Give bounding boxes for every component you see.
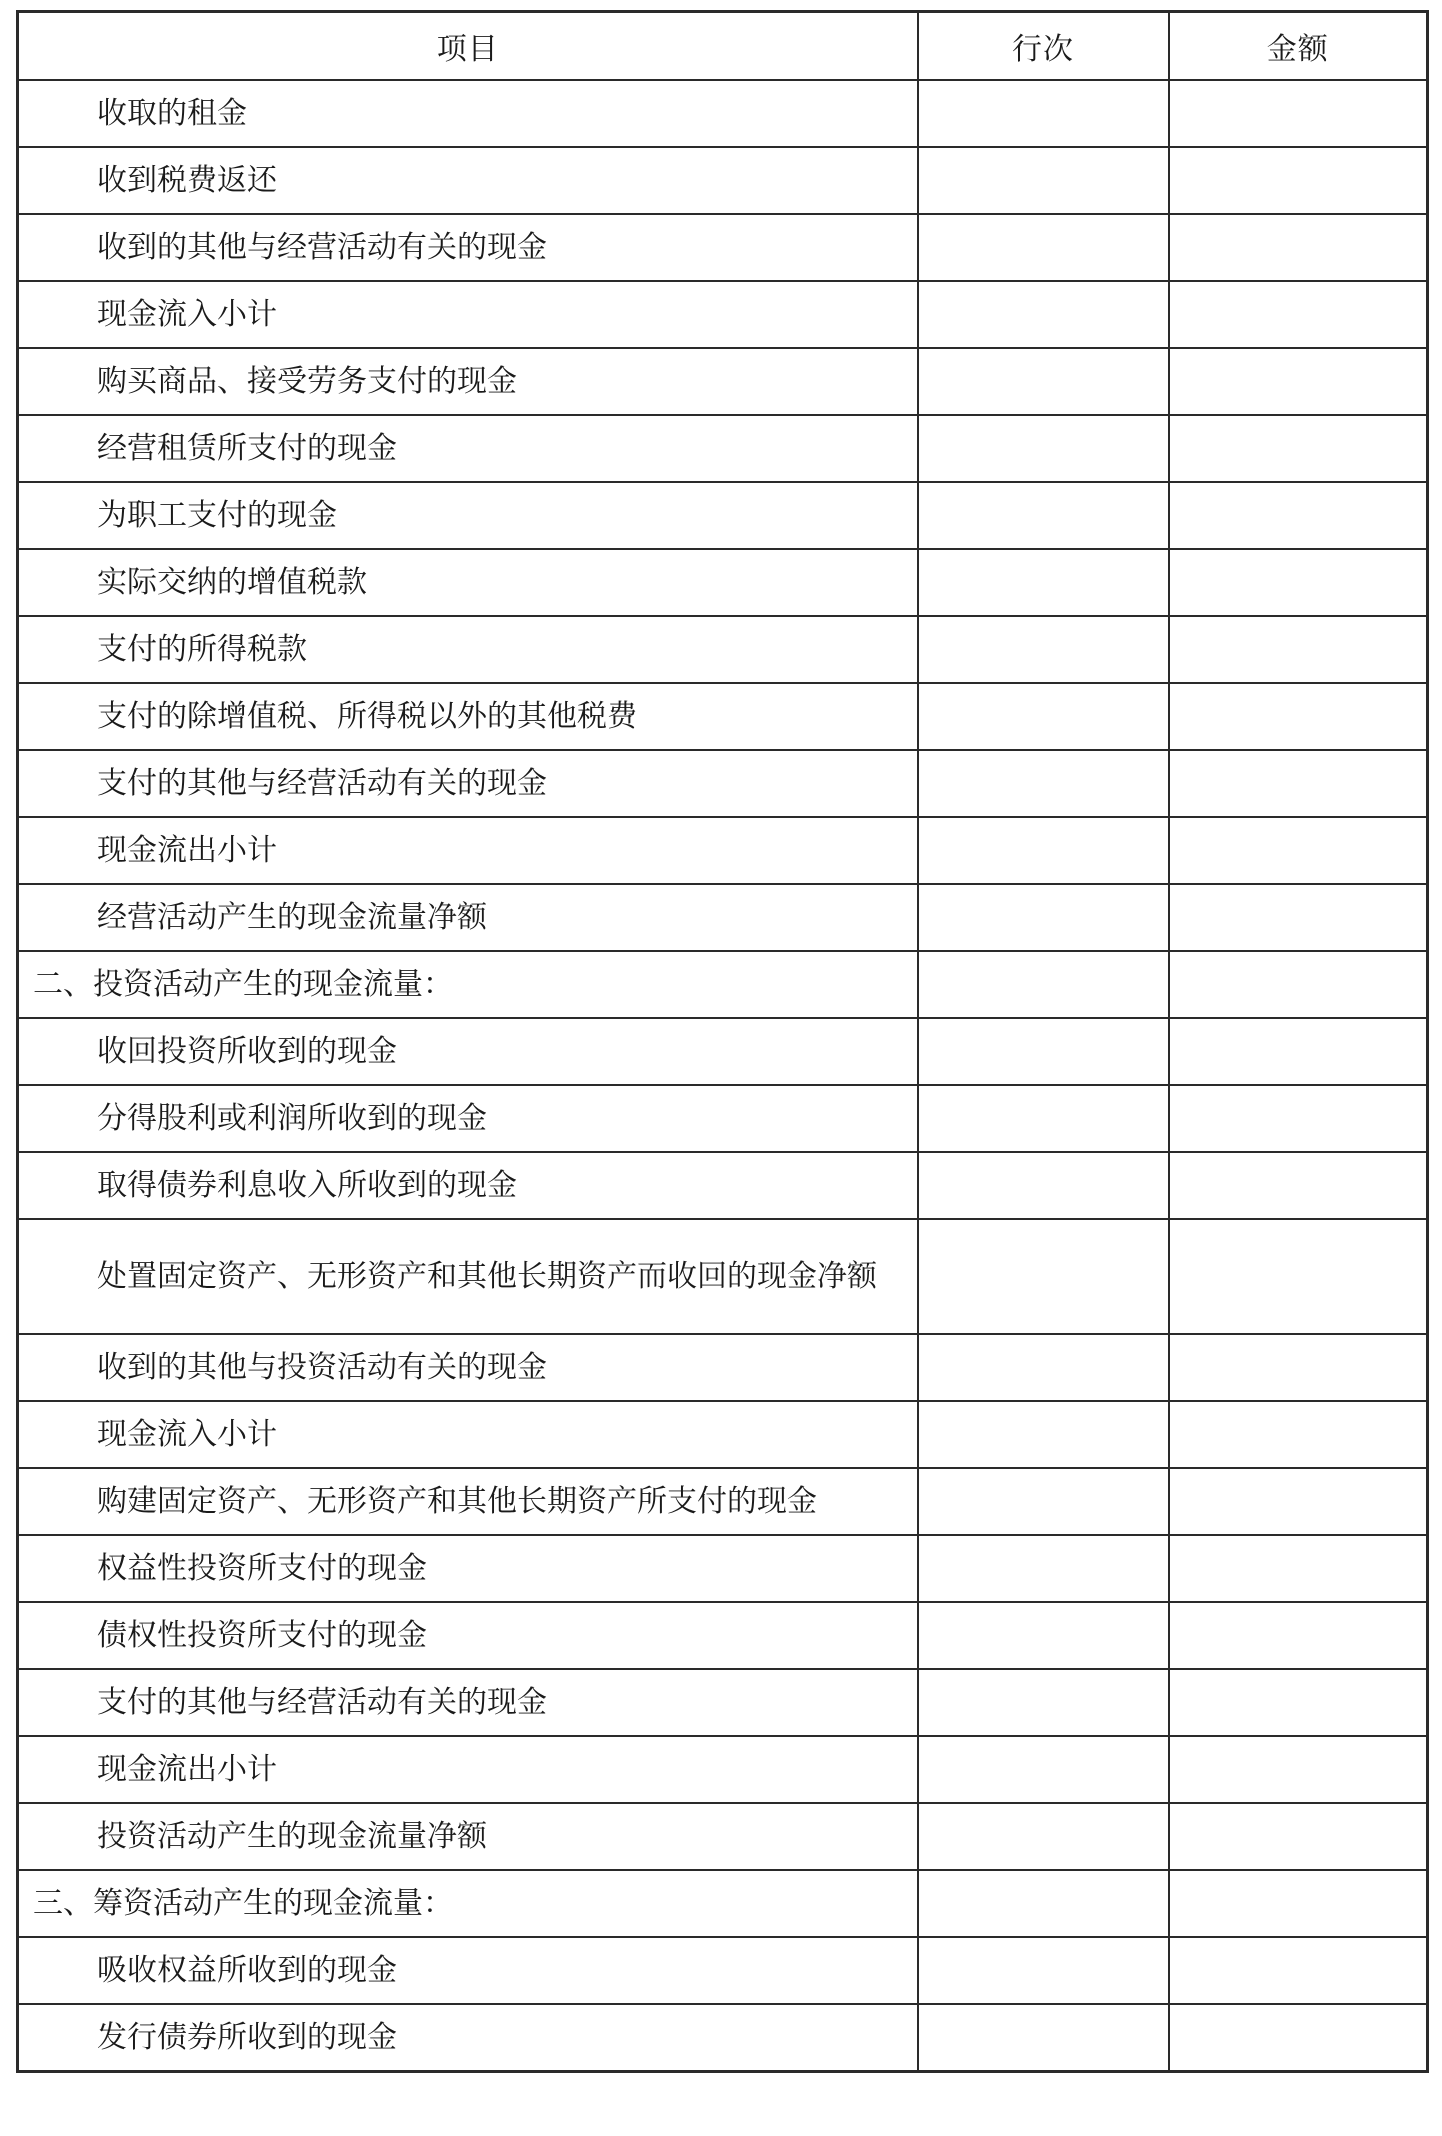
amount-cell[interactable] <box>1169 549 1428 616</box>
amount-cell[interactable] <box>1169 1736 1428 1803</box>
line-no-cell[interactable] <box>918 951 1169 1018</box>
row-label-cell: 吸收权益所收到的现金 <box>18 1937 918 2004</box>
amount-cell[interactable] <box>1169 147 1428 214</box>
line-no-cell[interactable] <box>918 1468 1169 1535</box>
line-no-cell[interactable] <box>918 549 1169 616</box>
row-label-cell: 为职工支付的现金 <box>18 482 918 549</box>
line-no-cell[interactable] <box>918 1152 1169 1219</box>
amount-cell[interactable] <box>1169 415 1428 482</box>
table-row <box>18 884 1428 951</box>
amount-cell[interactable] <box>1169 1018 1428 1085</box>
row-label-cell: 取得债券利息收入所收到的现金 <box>18 1152 918 1219</box>
amount-cell[interactable] <box>1169 951 1428 1018</box>
line-no-cell[interactable] <box>918 80 1169 147</box>
row-label-cell: 支付的所得税款 <box>18 616 918 683</box>
row-label-cell: 经营活动产生的现金流量净额 <box>18 884 918 951</box>
row-label-cell: 支付的其他与经营活动有关的现金 <box>18 750 918 817</box>
line-no-cell[interactable] <box>918 147 1169 214</box>
amount-cell[interactable] <box>1169 750 1428 817</box>
row-label-cell: 收到的其他与投资活动有关的现金 <box>18 1334 918 1401</box>
row-label-cell: 购买商品、接受劳务支付的现金 <box>18 348 918 415</box>
row-label-cell: 处置固定资产、无形资产和其他长期资产而收回的现金净额 <box>18 1219 918 1334</box>
amount-cell[interactable] <box>1169 1219 1428 1334</box>
table-row <box>18 1535 1428 1602</box>
line-no-cell[interactable] <box>918 1401 1169 1468</box>
line-no-cell[interactable] <box>918 817 1169 884</box>
table-row <box>18 1219 1428 1334</box>
table-row <box>18 549 1428 616</box>
table-row <box>18 2004 1428 2072</box>
row-label-cell: 收取的租金 <box>18 80 918 147</box>
row-label-cell: 经营租赁所支付的现金 <box>18 415 918 482</box>
amount-cell[interactable] <box>1169 80 1428 147</box>
line-no-cell[interactable] <box>918 1602 1169 1669</box>
table-row <box>18 415 1428 482</box>
amount-cell[interactable] <box>1169 616 1428 683</box>
row-label-cell: 收回投资所收到的现金 <box>18 1018 918 1085</box>
table-row <box>18 1937 1428 2004</box>
amount-cell[interactable] <box>1169 1870 1428 1937</box>
line-no-cell[interactable] <box>918 683 1169 750</box>
line-no-cell[interactable] <box>918 348 1169 415</box>
row-label-cell: 购建固定资产、无形资产和其他长期资产所支付的现金 <box>18 1468 918 1535</box>
row-label-cell: 收到税费返还 <box>18 147 918 214</box>
table-row <box>18 1669 1428 1736</box>
table-row <box>18 1334 1428 1401</box>
row-label-cell: 实际交纳的增值税款 <box>18 549 918 616</box>
line-no-cell[interactable] <box>918 616 1169 683</box>
amount-cell[interactable] <box>1169 1401 1428 1468</box>
table-row <box>18 1401 1428 1468</box>
cash-flow-statement-table <box>16 10 1429 2073</box>
amount-cell[interactable] <box>1169 281 1428 348</box>
row-label-cell: 现金流出小计 <box>18 817 918 884</box>
table-row <box>18 1468 1428 1535</box>
line-no-cell[interactable] <box>918 1085 1169 1152</box>
table-row <box>18 1736 1428 1803</box>
table-row <box>18 1602 1428 1669</box>
amount-cell[interactable] <box>1169 1152 1428 1219</box>
table-row <box>18 750 1428 817</box>
table-row <box>18 1152 1428 1219</box>
line-no-cell[interactable] <box>918 214 1169 281</box>
line-no-cell[interactable] <box>918 1803 1169 1870</box>
amount-cell[interactable] <box>1169 1937 1428 2004</box>
amount-cell[interactable] <box>1169 1602 1428 1669</box>
header-amount: 金额 <box>1169 12 1428 81</box>
row-label-cell: 现金流入小计 <box>18 1401 918 1468</box>
line-no-cell[interactable] <box>918 884 1169 951</box>
line-no-cell[interactable] <box>918 1535 1169 1602</box>
table-row <box>18 817 1428 884</box>
header-item: 项目 <box>18 12 918 81</box>
table-row <box>18 1803 1428 1870</box>
line-no-cell[interactable] <box>918 482 1169 549</box>
section-heading-row <box>18 951 1428 1018</box>
table-row <box>18 683 1428 750</box>
line-no-cell[interactable] <box>918 1870 1169 1937</box>
line-no-cell[interactable] <box>918 281 1169 348</box>
amount-cell[interactable] <box>1169 1085 1428 1152</box>
section-heading-row <box>18 1870 1428 1937</box>
amount-cell[interactable] <box>1169 482 1428 549</box>
amount-cell[interactable] <box>1169 1803 1428 1870</box>
table-row <box>18 1085 1428 1152</box>
row-label-cell: 发行债券所收到的现金 <box>18 2004 918 2072</box>
amount-cell[interactable] <box>1169 348 1428 415</box>
table-row <box>18 616 1428 683</box>
row-label-cell: 现金流出小计 <box>18 1736 918 1803</box>
header-row <box>18 12 1428 81</box>
row-label-cell: 支付的除增值税、所得税以外的其他税费 <box>18 683 918 750</box>
row-label-cell: 权益性投资所支付的现金 <box>18 1535 918 1602</box>
line-no-cell[interactable] <box>918 1018 1169 1085</box>
table-row <box>18 80 1428 147</box>
row-label-cell: 收到的其他与经营活动有关的现金 <box>18 214 918 281</box>
row-label-cell: 投资活动产生的现金流量净额 <box>18 1803 918 1870</box>
table-header <box>18 12 1428 81</box>
row-label-cell: 支付的其他与经营活动有关的现金 <box>18 1669 918 1736</box>
table-row <box>18 147 1428 214</box>
amount-cell[interactable] <box>1169 1535 1428 1602</box>
line-no-cell[interactable] <box>918 1669 1169 1736</box>
amount-cell[interactable] <box>1169 817 1428 884</box>
table-row <box>18 1018 1428 1085</box>
line-no-cell[interactable] <box>918 750 1169 817</box>
table-body <box>18 80 1428 2072</box>
line-no-cell[interactable] <box>918 1219 1169 1334</box>
section-heading-cell: 二、投资活动产生的现金流量： <box>18 951 918 1018</box>
table-row <box>18 348 1428 415</box>
table-row <box>18 482 1428 549</box>
row-label-cell: 分得股利或利润所收到的现金 <box>18 1085 918 1152</box>
amount-cell[interactable] <box>1169 214 1428 281</box>
amount-cell[interactable] <box>1169 683 1428 750</box>
line-no-cell[interactable] <box>918 1334 1169 1401</box>
line-no-cell[interactable] <box>918 1937 1169 2004</box>
amount-cell[interactable] <box>1169 2004 1428 2072</box>
line-no-cell[interactable] <box>918 1736 1169 1803</box>
amount-cell[interactable] <box>1169 1468 1428 1535</box>
row-label-cell: 债权性投资所支付的现金 <box>18 1602 918 1669</box>
amount-cell[interactable] <box>1169 884 1428 951</box>
table-row <box>18 281 1428 348</box>
line-no-cell[interactable] <box>918 2004 1169 2072</box>
section-heading-cell: 三、筹资活动产生的现金流量： <box>18 1870 918 1937</box>
header-line-no: 行次 <box>918 12 1169 81</box>
row-label-cell: 现金流入小计 <box>18 281 918 348</box>
line-no-cell[interactable] <box>918 415 1169 482</box>
table-row <box>18 214 1428 281</box>
amount-cell[interactable] <box>1169 1669 1428 1736</box>
amount-cell[interactable] <box>1169 1334 1428 1401</box>
